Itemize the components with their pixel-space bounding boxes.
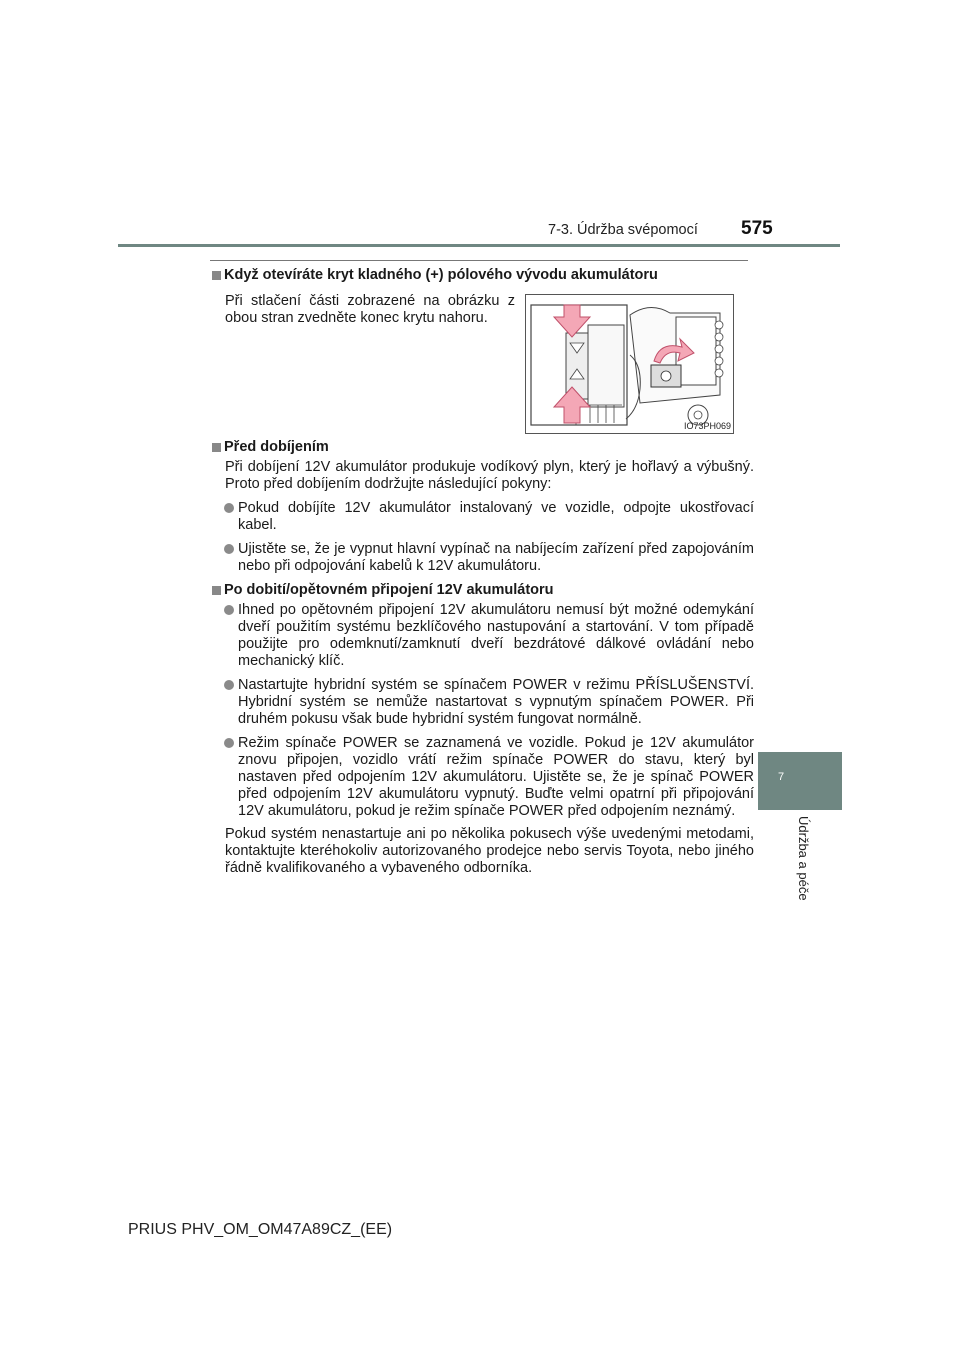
page-number: 575 xyxy=(741,218,773,239)
list-item: Pokud dobíjíte 12V akumulátor instalovaný ve vozidle, odpojte ukostřovací kabel. xyxy=(210,500,754,534)
battery-cover-figure xyxy=(525,294,734,434)
chapter-number: 7 xyxy=(778,771,785,783)
figure-code: IO73PH069 xyxy=(684,421,732,431)
list-item: Nastartujte hybridní systém se spínačem POWER v režimu PŘÍSLUŠENSTVÍ. Hybridní systém se nemůže nastartovat s vypnutým spínačem POWER. Při druhém pokusu však bude hybridní systém fungovat normálně. xyxy=(210,677,754,728)
list-item: Režim spínače POWER se zaznamená ve vozidle. Pokud je 12V akumulátor znovu připojen, vozidlo vrátí režim spínače POWER do stavu, který byl nastaven před odpojením 12V akumulátoru. Ujistěte se, že je spínač POWER před odpojením 12V akumulátoru vypnutý. Buďte velmi opatrní při připojování 12V akumulátoru, pokud je režim spínače POWER před odpojením neznámý. xyxy=(210,735,754,820)
heading-battery-cover: Když otevíráte kryt kladného (+) pólového vývodu akumulátoru xyxy=(210,267,754,284)
chapter-label: Údržba a péče xyxy=(796,816,811,901)
square-bullet-icon xyxy=(212,271,221,280)
closing-text: Pokud systém nenastartuje ani po několika pokusech výše uvedenými metodami, kontaktujte kteréhokoliv autorizovaného prodejce nebo servis Toyota, nebo jiného řádně kvalifikovaného a vybaveného odborníka. xyxy=(225,826,754,876)
battery-illustration xyxy=(526,295,733,433)
list-item: Ujistěte se, že je vypnut hlavní vypínač na nabíjecím zařízení před zapojováním nebo při odpojování kabelů k 12V akumulátoru. xyxy=(210,541,754,575)
section-rule xyxy=(210,260,748,261)
bullet-dot-icon xyxy=(224,544,234,554)
square-bullet-icon xyxy=(212,586,221,595)
chapter-tab xyxy=(758,752,842,810)
square-bullet-icon xyxy=(212,443,221,452)
bullet-dot-icon xyxy=(224,680,234,690)
heading-before-charging: Před dobíjením xyxy=(210,439,754,456)
heading-after-charging: Po dobití/opětovném připojení 12V akumulátoru xyxy=(210,582,754,599)
battery-cover-text: Při stlačení části zobrazené na obrázku z obou stran zvedněte konec krytu nahoru. xyxy=(225,293,515,326)
before-charging-text: Při dobíjení 12V akumulátor produkuje vodíkový plyn, který je hořlavý a výbušný. Proto před dobíjením dodržujte následující pokyny: xyxy=(225,459,754,492)
header-rule xyxy=(118,244,840,247)
list-item: Ihned po opětovném připojení 12V akumulátoru nemusí být možné odemykání dveří použitím systému bezklíčového nastupování a startování. V tom případě použijte pro odemknutí/zamknutí dveří bezdrátové dálkové ovládání nebo mechanický klíč. xyxy=(210,602,754,670)
bullet-dot-icon xyxy=(224,503,234,513)
bullet-dot-icon xyxy=(224,605,234,615)
document-code: PRIUS PHV_OM_OM47A89CZ_(EE) xyxy=(128,1221,393,1238)
bullet-dot-icon xyxy=(224,738,234,748)
section-title: 7-3. Údržba svépomocí xyxy=(548,222,698,238)
